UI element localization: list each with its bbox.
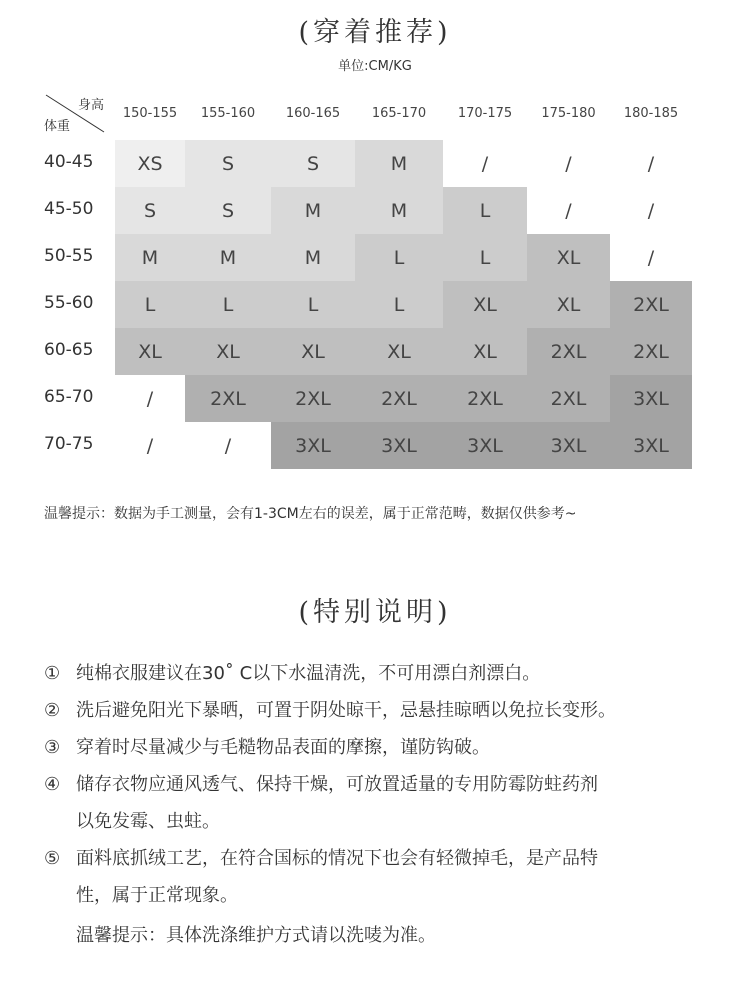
- size-cell: 3XL: [443, 422, 527, 469]
- size-cell: XL: [355, 328, 443, 375]
- size-cell: 3XL: [355, 422, 443, 469]
- size-cell: 3XL: [610, 422, 692, 469]
- size-cell: /: [565, 199, 572, 222]
- size-cell: 2XL: [443, 375, 527, 422]
- corner-height-label: 身高: [77, 98, 104, 113]
- height-header: 150-155: [122, 106, 178, 121]
- size-cell: L: [185, 281, 271, 328]
- care-section-title: (特别说明): [298, 597, 452, 628]
- weight-label: 45-50: [44, 199, 94, 219]
- care-item-number: ②: [44, 700, 61, 721]
- size-cell: XL: [271, 328, 355, 375]
- size-cell: /: [146, 434, 154, 457]
- size-cell: XL: [527, 234, 610, 281]
- size-cell: L: [355, 281, 443, 328]
- weight-label: 60-65: [44, 340, 94, 360]
- weight-label: 55-60: [44, 293, 94, 313]
- size-cell: /: [481, 152, 489, 175]
- size-cell: XL: [185, 328, 271, 375]
- height-header: 175-180: [541, 106, 596, 121]
- size-cell: 2XL: [355, 375, 443, 422]
- care-item: [44, 729, 704, 766]
- size-cell: 2XL: [185, 375, 271, 422]
- size-note: 温馨提示：数据为手工测量，会有1-3CM左右的误差，属于正常范畴，数据仅供参考~: [44, 506, 577, 522]
- height-header: 170-175: [457, 106, 513, 121]
- care-item: [44, 840, 704, 877]
- size-cell: L: [271, 281, 355, 328]
- care-item: [44, 655, 704, 692]
- size-cell: L: [443, 187, 527, 234]
- weight-label: 70-75: [44, 434, 94, 454]
- size-cell: /: [647, 152, 655, 175]
- size-cell: 3XL: [610, 375, 692, 422]
- weight-label: 65-70: [44, 387, 94, 407]
- care-tip: 温馨提示：具体洗涤维护方式请以洗唛为准。: [76, 925, 436, 946]
- care-item-number: ③: [44, 737, 61, 758]
- size-cell: S: [185, 187, 271, 234]
- care-item-number: ①: [44, 663, 61, 684]
- size-cell: S: [185, 140, 271, 187]
- size-cell: XS: [115, 140, 185, 187]
- size-cell: 2XL: [610, 328, 692, 375]
- size-cell: XL: [443, 281, 527, 328]
- care-item-number: ⑤: [44, 848, 61, 869]
- size-cell: 2XL: [527, 375, 610, 422]
- size-cell: 3XL: [527, 422, 610, 469]
- table-corner-header: [44, 92, 106, 136]
- height-header: 155-160: [200, 106, 256, 121]
- size-cell: S: [271, 140, 355, 187]
- unit-label: 单位:CM/KG: [338, 59, 412, 74]
- size-cell: /: [647, 199, 655, 222]
- care-item-continuation: 以免发霉、虫蛀。: [76, 811, 220, 832]
- size-cell: XL: [115, 328, 185, 375]
- size-cell: XL: [527, 281, 610, 328]
- size-cell: L: [443, 234, 527, 281]
- size-cell: M: [355, 140, 443, 187]
- care-item-text: 储存衣物应通风透气、保持干燥，可放置适量的专用防霉防蛀药剂: [76, 774, 598, 795]
- care-item: [44, 692, 704, 729]
- size-cell: /: [224, 434, 232, 457]
- size-section-title: (穿着推荐): [298, 17, 452, 48]
- size-cell: 2XL: [271, 375, 355, 422]
- size-cell: M: [271, 234, 355, 281]
- care-item-text: 穿着时尽量减少与毛糙物品表面的摩擦，谨防钩破。: [76, 737, 490, 758]
- size-cell: 2XL: [610, 281, 692, 328]
- size-cell: S: [115, 187, 185, 234]
- weight-label: 40-45: [44, 152, 94, 172]
- care-item: [44, 766, 704, 803]
- size-cell: /: [647, 246, 655, 269]
- care-item-continuation: 性，属于正常现象。: [76, 885, 238, 906]
- size-cell: L: [355, 234, 443, 281]
- size-cell: 2XL: [527, 328, 610, 375]
- size-cell: M: [271, 187, 355, 234]
- height-header: 180-185: [623, 106, 679, 121]
- size-cell: M: [115, 234, 185, 281]
- size-cell: L: [115, 281, 185, 328]
- height-header: 165-170: [371, 106, 427, 121]
- size-cell: 3XL: [271, 422, 355, 469]
- care-item-text: 洗后避免阳光下暴晒，可置于阴处晾干，忌悬挂晾晒以免拉长变形。: [76, 700, 616, 721]
- care-item-number: ④: [44, 774, 61, 795]
- size-cell: /: [565, 152, 572, 175]
- care-item-text: 面料底抓绒工艺，在符合国标的情况下也会有轻微掉毛，是产品特: [76, 848, 598, 869]
- height-header: 160-165: [285, 106, 341, 121]
- care-item-text: 纯棉衣服建议在30˚ C以下水温清洗，不可用漂白剂漂白。: [76, 663, 541, 684]
- weight-label: 50-55: [44, 246, 94, 266]
- size-cell: M: [355, 187, 443, 234]
- size-cell: M: [185, 234, 271, 281]
- corner-weight-label: 体重: [44, 119, 71, 134]
- size-cell: /: [146, 387, 154, 410]
- size-cell: XL: [443, 328, 527, 375]
